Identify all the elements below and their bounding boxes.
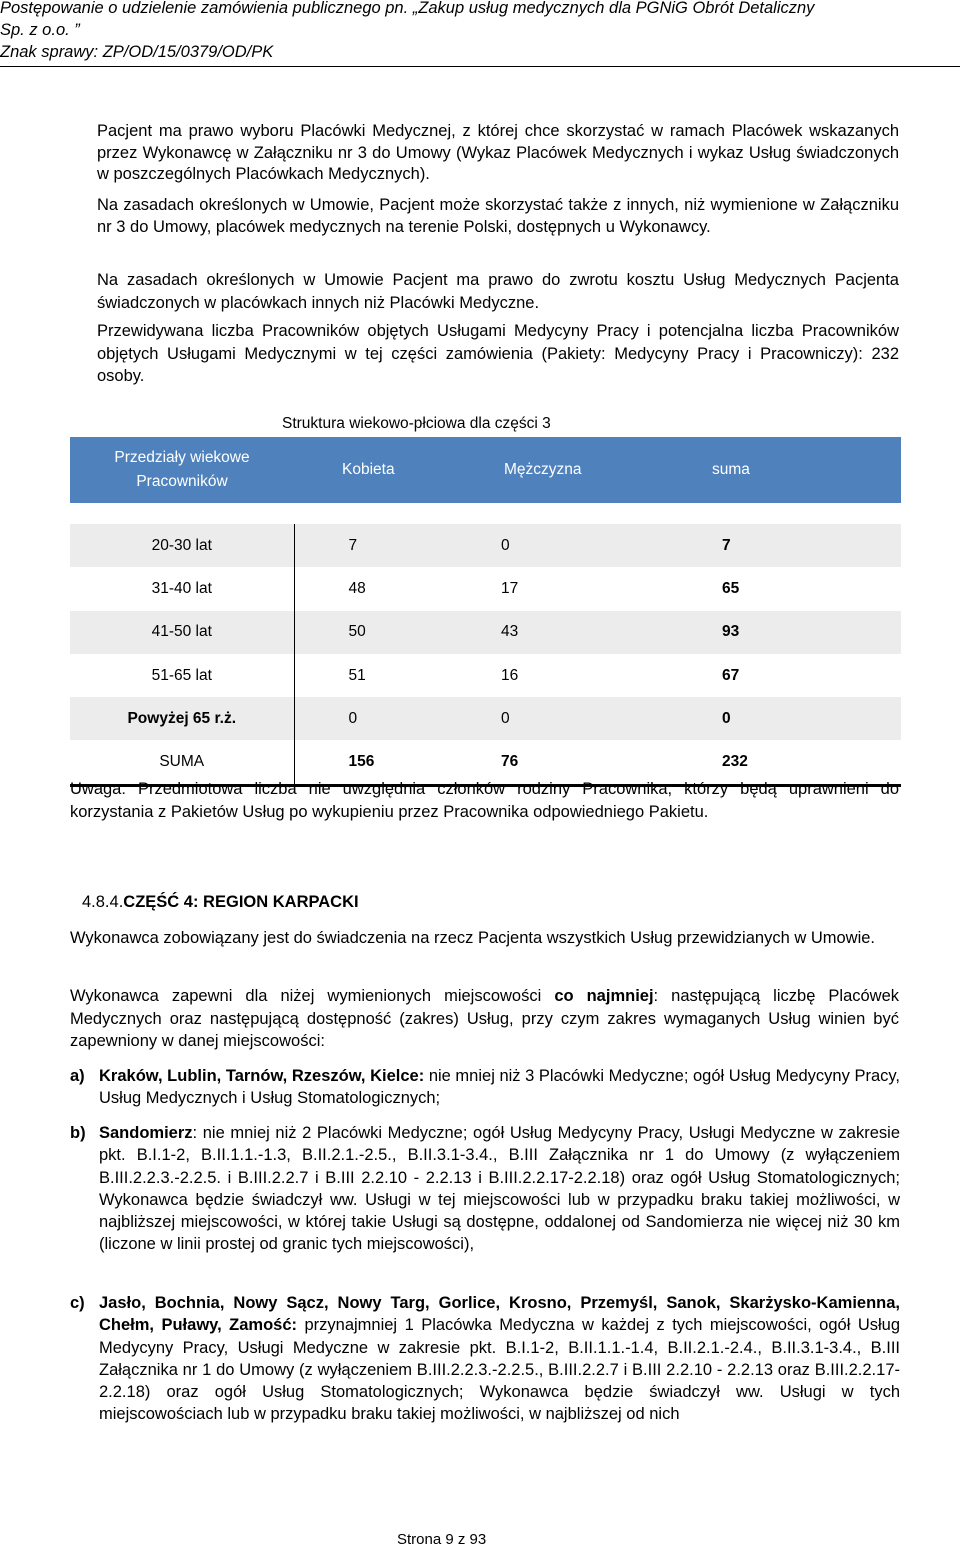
table-row xyxy=(70,567,901,610)
paragraph-2-part-a: Wykonawca zapewni dla niżej wymienionych miejscowości xyxy=(70,987,555,1005)
list-item-cities: Sandomierz xyxy=(99,1124,193,1142)
table-header-row xyxy=(70,437,901,505)
female-cell: 51 xyxy=(294,654,459,697)
paragraph-2-part-b: : następującą liczbę Placówek Medycznych oraz następującą dostępność (zakres) Usług, przy czym zakres wymaganych Usług winien być zapewniony w danej miejscowości: xyxy=(70,987,900,1051)
sum-cell: 7 xyxy=(646,524,901,567)
female-cell: 7 xyxy=(294,524,459,567)
header-title-line1: Postępowanie o udzielenie zamówienia publicznego pn. „Zakup usług medycznych dla PGNiG Obrót Detaliczny xyxy=(0,0,815,17)
list-item-text: nie mniej niż 3 Placówki Medyczne; ogół Usług Medycyny Pracy, Usług Medycznych i Usług Stomatologicznych; xyxy=(99,1067,900,1108)
list-item-cities: Jasło, Bochnia, Nowy Sącz, Nowy Targ, Gorlice, Krosno, Przemyśl, Sanok, Skarżysko-Kamienna, Chełm, Puławy, Zamość: xyxy=(99,1294,900,1335)
list-item-label: c) xyxy=(70,1294,85,1312)
list-item-label: a) xyxy=(70,1067,85,1085)
female-cell: 48 xyxy=(294,567,459,610)
total-female-cell: 156 xyxy=(294,740,459,785)
header-male: Mężczyzna xyxy=(459,437,646,505)
paragraph-cost-refund: Na zasadach określonych w Umowie Pacjent ma prawo do zwrotu kosztu Usług Medycznych Pacjenta świadczonych w placówkach innych niż Placówki Medyczne. xyxy=(97,271,899,312)
table-row xyxy=(70,611,901,654)
header-divider xyxy=(0,66,960,67)
paragraph-facility-choice: Pacjent ma prawo wyboru Placówki Medycznej, z której chce skorzystać w ramach Placówek wskazanych przez Wykonawcę w Załączniku nr 3 do Umowy (Wykaz Placówek Medycznych i wykaz Usług świadczonych w poszczególnych Placówkach Medycznych). xyxy=(97,122,899,184)
total-male-cell: 76 xyxy=(459,740,646,785)
section-number: 4.8.4. xyxy=(82,893,124,911)
list-item-label: b) xyxy=(70,1124,86,1142)
header-age-ranges: Przedziały wiekowe Pracowników xyxy=(70,437,294,505)
table-row xyxy=(70,654,901,697)
total-label-cell: SUMA xyxy=(70,740,294,785)
sum-cell: 93 xyxy=(646,611,901,654)
header-case-number: Znak sprawy: ZP/OD/15/0379/OD/PK xyxy=(0,43,274,61)
paragraph-2-emphasis: co najmniej xyxy=(554,987,654,1005)
sum-cell: 65 xyxy=(646,567,901,610)
list-item-text: przynajmniej 1 Placówka Medyczna w każdej z tych miejscowości, ogół Usług Medycyny Pracy, Usługi Medyczne w zakresie pkt. B.I.1-2, B.II.1.1.-1.4, B.II.2.1.-2.4., B.II.3.1-3.4., B.III Załącznika nr 1 do Umowy (z wyłączeniem B.III.2.2.3.-2.2.5., B.III.2.2.7 i B.III 2.2.10 - 2.2.13 oraz B.III.2.2.17-2.2.18) oraz ogół Usług Stomatologicznych; Wykonawca będzie świadczył ww. Usługi w tych miejscowościach lub w przypadku braku takiej możliwości, w najbliższej od nich xyxy=(99,1316,901,1424)
age-cell: 31-40 lat xyxy=(70,567,294,610)
section-paragraph-2 xyxy=(70,985,899,1053)
header-sum: suma xyxy=(646,437,901,505)
table-row xyxy=(70,697,901,740)
list-item xyxy=(70,1292,900,1426)
age-cell: 51-65 lat xyxy=(70,654,294,697)
list-item-text: : nie mniej niż 2 Placówki Medyczne; ogół Usług Medycyny Pracy, Usługi Medyczne w zakresie pkt. B.I.1-2, B.II.1.1.-1.3, B.II.2.1.-2.5., B.II.3.1-3.4., B.III Załącznika nr 1 do Umowy (z wyłączeniem B.III.2.2.3.-2.2.5. i B.III.2.2.7 i B.III 2.2.10 - 2.2.13 i B.III.2.2.17-2.2.18) oraz ogół Usług Stomatologicznych; Wykonawca będzie świadczył ww. Usługi w tej miejscowości lub w przypadku braku takiej możliwości, w najbliższej miejscowości, w której takie Usługi są dostępne, oddalonej od Sandomierza nie więcej niż 30 km (liczone w linii prostej od granic tych miejscowości), xyxy=(99,1124,900,1254)
sum-cell: 67 xyxy=(646,654,901,697)
age-cell: 41-50 lat xyxy=(70,611,294,654)
list-item xyxy=(70,1122,900,1256)
male-cell: 17 xyxy=(459,567,646,610)
male-cell: 16 xyxy=(459,654,646,697)
header-female: Kobieta xyxy=(294,437,459,505)
age-cell: 20-30 lat xyxy=(70,524,294,567)
list-item-cities: Kraków, Lublin, Tarnów, Rzeszów, Kielce: xyxy=(99,1067,425,1085)
female-cell: 0 xyxy=(294,697,459,740)
male-cell: 43 xyxy=(459,611,646,654)
female-cell: 50 xyxy=(294,611,459,654)
total-sum-cell: 232 xyxy=(646,740,901,785)
table-title: Struktura wiekowo-płciowa dla części 3 xyxy=(282,415,551,432)
age-cell: Powyżej 65 r.ż. xyxy=(70,697,294,740)
section-paragraph-1: Wykonawca zobowiązany jest do świadczenia na rzecz Pacjenta wszystkich Usług przewidzianych w Umowie. xyxy=(70,929,876,947)
table-row xyxy=(70,524,901,567)
list-item xyxy=(70,1065,900,1110)
age-gender-table xyxy=(70,437,901,787)
paragraph-employee-count: Przewidywana liczba Pracowników objętych Usługami Medycyny Pracy i potencjalna liczba Pracowników objętych Usługami Medycznymi w tej części zamówienia (Pakiety: Medycyny Pracy i Pracowniczy): 232 osoby. xyxy=(97,322,899,386)
page-number: Strona 9 z 93 xyxy=(397,1531,487,1548)
section-heading xyxy=(82,893,359,912)
paragraph-note: Uwaga: Przedmiotowa liczba nie uwzględnia członków rodziny Pracownika, którzy będą uprawnieni do korzystania z Pakietów Usług po wykupieniu przez Pracownika odpowiedniego Pakietu. xyxy=(70,780,899,821)
male-cell: 0 xyxy=(459,697,646,740)
section-title: CZĘŚĆ 4: REGION KARPACKI xyxy=(123,893,359,911)
header-title-line2: Sp. z o.o. ” xyxy=(0,21,80,39)
sum-cell: 0 xyxy=(646,697,901,740)
paragraph-other-facilities: Na zasadach określonych w Umowie, Pacjent może skorzystać także z innych, niż wymienione w Załączniku nr 3 do Umowy, placówek medycznych na terenie Polski, dostępnych u Wykonawcy. xyxy=(97,196,899,236)
male-cell: 0 xyxy=(459,524,646,567)
